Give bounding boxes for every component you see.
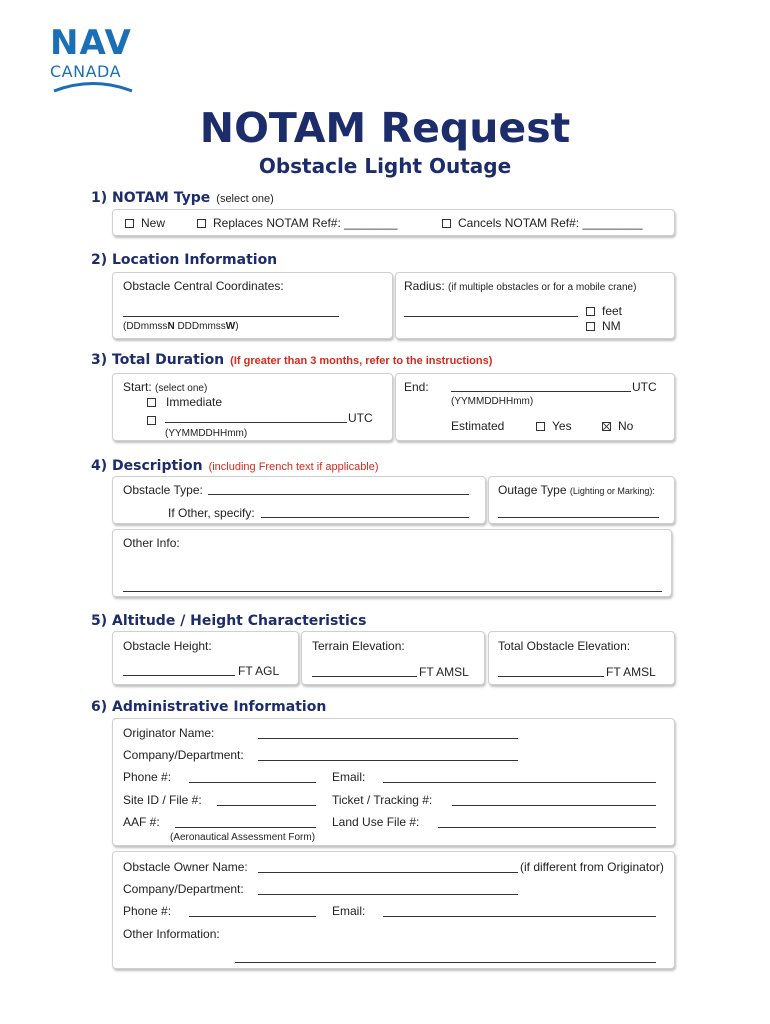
phone2-label: Phone #: bbox=[123, 904, 172, 918]
section-2-heading: 2) Location Information bbox=[91, 252, 278, 268]
phone2-input[interactable] bbox=[189, 916, 316, 917]
obstacle-height-input[interactable] bbox=[123, 675, 235, 676]
phone-input[interactable] bbox=[189, 782, 316, 783]
checkbox-immediate[interactable] bbox=[147, 398, 156, 407]
section-1-heading: 1) NOTAM Type (select one) bbox=[91, 190, 274, 206]
aaf-input[interactable] bbox=[175, 827, 316, 828]
obstacle-height-label: Obstacle Height: bbox=[123, 639, 212, 653]
land-use-input[interactable] bbox=[438, 827, 656, 828]
email-input[interactable] bbox=[383, 782, 656, 783]
originator-label: Originator Name: bbox=[123, 726, 215, 740]
terrain-elevation-label: Terrain Elevation: bbox=[312, 639, 405, 653]
total-elevation-input[interactable] bbox=[498, 676, 604, 677]
page-subtitle: Obstacle Light Outage bbox=[258, 154, 512, 178]
site-id-input[interactable] bbox=[217, 805, 316, 806]
other-info-box bbox=[112, 529, 672, 597]
estimated-label: Estimated bbox=[451, 419, 505, 433]
coordinates-format: (DDmmssN DDDmmssW) bbox=[123, 321, 239, 332]
phone-label: Phone #: bbox=[123, 770, 172, 784]
site-id-label: Site ID / File #: bbox=[123, 793, 202, 807]
section-5-heading: 5) Altitude / Height Characteristics bbox=[91, 613, 367, 629]
checkbox-feet[interactable] bbox=[586, 307, 595, 316]
other-info-label: Other Info: bbox=[123, 536, 180, 550]
other-information-label: Other Information: bbox=[123, 927, 220, 941]
option-cancels[interactable]: Cancels NOTAM Ref#: _________ bbox=[442, 216, 643, 230]
other-information-input[interactable] bbox=[235, 962, 656, 963]
end-date-input[interactable] bbox=[451, 391, 631, 392]
page-title: NOTAM Request bbox=[199, 104, 571, 152]
owner-note: (if different from Originator) bbox=[520, 860, 664, 874]
start-date-input[interactable] bbox=[165, 422, 347, 423]
obstacle-type-label: Obstacle Type: bbox=[123, 483, 203, 497]
logo-swoosh-icon bbox=[52, 80, 134, 94]
coordinates-input[interactable] bbox=[123, 316, 339, 317]
unit-feet[interactable]: feet bbox=[586, 304, 622, 318]
section-3-heading: 3) Total Duration (If greater than 3 months, refer to the instructions) bbox=[91, 352, 493, 368]
end-format: (YYMMDDHHmm) bbox=[451, 396, 534, 407]
checkbox-new[interactable] bbox=[125, 219, 134, 228]
email2-label: Email: bbox=[332, 904, 366, 918]
if-other-input[interactable] bbox=[261, 517, 469, 518]
start-format: (YYMMDDHHmm) bbox=[165, 428, 248, 439]
owner-name-label: Obstacle Owner Name: bbox=[123, 860, 248, 874]
nav-canada-logo-text: CANADA bbox=[50, 62, 122, 81]
ticket-input[interactable] bbox=[452, 805, 656, 806]
email2-input[interactable] bbox=[383, 916, 656, 917]
outage-type-input[interactable] bbox=[498, 517, 659, 518]
outage-type-label: Outage Type (Lighting or Marking): bbox=[498, 483, 655, 497]
owner-name-input[interactable] bbox=[258, 872, 518, 873]
checkbox-cancels[interactable] bbox=[442, 219, 451, 228]
company-input[interactable] bbox=[258, 760, 518, 761]
checkbox-no-checked[interactable] bbox=[602, 422, 611, 431]
company-label: Company/Department: bbox=[123, 748, 244, 762]
option-no[interactable]: No bbox=[602, 419, 633, 433]
checkbox-yes[interactable] bbox=[536, 422, 545, 431]
aaf-note: (Aeronautical Assessment Form) bbox=[170, 832, 316, 843]
radius-input[interactable] bbox=[404, 316, 578, 317]
email-label: Email: bbox=[332, 770, 366, 784]
option-new[interactable]: New bbox=[125, 216, 165, 230]
unit-nm[interactable]: NM bbox=[586, 319, 621, 333]
if-other-label: If Other, specify: bbox=[168, 506, 255, 520]
section-4-heading: 4) Description (including French text if applicable) bbox=[91, 458, 379, 474]
nav-canada-logo: NAV bbox=[50, 23, 132, 63]
other-info-input[interactable] bbox=[123, 591, 662, 592]
section-6-heading: 6) Administrative Information bbox=[91, 699, 327, 715]
option-yes[interactable]: Yes bbox=[536, 419, 572, 433]
terrain-elevation-input[interactable] bbox=[312, 676, 417, 677]
checkbox-nm[interactable] bbox=[586, 322, 595, 331]
end-utc: UTC bbox=[632, 380, 657, 394]
company2-input[interactable] bbox=[258, 894, 518, 895]
total-elevation-label: Total Obstacle Elevation: bbox=[498, 639, 631, 653]
checkbox-replaces[interactable] bbox=[197, 219, 206, 228]
land-use-label: Land Use File #: bbox=[332, 815, 420, 829]
obstacle-type-input[interactable] bbox=[208, 494, 469, 495]
ft-agl-unit: FT AGL bbox=[238, 664, 280, 678]
company2-label: Company/Department: bbox=[123, 882, 244, 896]
originator-input[interactable] bbox=[258, 738, 518, 739]
option-replaces[interactable]: Replaces NOTAM Ref#: ________ bbox=[197, 216, 398, 230]
aaf-label: AAF #: bbox=[123, 815, 160, 829]
option-immediate[interactable]: Immediate bbox=[147, 395, 222, 409]
start-utc: UTC bbox=[348, 411, 373, 425]
coordinates-label: Obstacle Central Coordinates: bbox=[123, 279, 284, 293]
radius-label: Radius: (if multiple obstacles or for a mobile crane) bbox=[404, 279, 637, 293]
start-label: Start: (select one) bbox=[123, 380, 208, 394]
end-label: End: bbox=[404, 380, 429, 394]
checkbox-start-date[interactable] bbox=[147, 411, 163, 429]
ft-amsl-unit-2: FT AMSL bbox=[606, 665, 656, 679]
ft-amsl-unit-1: FT AMSL bbox=[419, 665, 469, 679]
ticket-label: Ticket / Tracking #: bbox=[332, 793, 433, 807]
